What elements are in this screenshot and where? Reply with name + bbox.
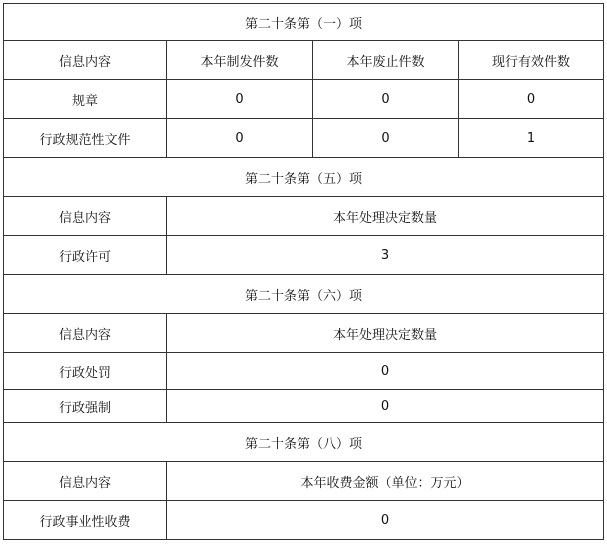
section-title: 第二十条第（六）项 (4, 275, 604, 314)
row-value: 0 (167, 353, 604, 390)
section-title-row (4, 4, 604, 41)
row-value: 0 (167, 80, 313, 119)
row-label: 行政规范性文件 (4, 119, 167, 158)
header-cell: 本年制发件数 (167, 41, 313, 80)
section-title: 第二十条第（八）项 (4, 423, 604, 462)
row-value: 1 (459, 119, 604, 158)
header-cell: 信息内容 (4, 462, 167, 501)
row-label: 行政许可 (4, 236, 167, 275)
header-cell: 现行有效件数 (459, 41, 604, 80)
section-title: 第二十条第（五）项 (4, 158, 604, 197)
row-value: 0 (167, 390, 604, 423)
table-row (4, 236, 604, 275)
disclosure-table (3, 3, 604, 540)
row-value: 0 (313, 119, 459, 158)
section-title-row (4, 275, 604, 314)
header-cell: 本年收费金额（单位：万元） (167, 462, 604, 501)
table-row (4, 353, 604, 390)
row-label: 规章 (4, 80, 167, 119)
row-value: 0 (167, 119, 313, 158)
row-value: 3 (167, 236, 604, 275)
row-label: 行政处罚 (4, 353, 167, 390)
row-label: 行政强制 (4, 390, 167, 423)
table-row (4, 80, 604, 119)
header-row (4, 314, 604, 353)
table-row (4, 501, 604, 540)
row-value: 0 (459, 80, 604, 119)
header-cell: 本年处理决定数量 (167, 197, 604, 236)
header-cell: 信息内容 (4, 197, 167, 236)
section-title: 第二十条第（一）项 (4, 4, 604, 41)
table-row (4, 119, 604, 158)
table-row (4, 390, 604, 423)
header-row (4, 41, 604, 80)
header-cell: 本年废止件数 (313, 41, 459, 80)
row-value: 0 (167, 501, 604, 540)
section-title-row (4, 158, 604, 197)
header-cell: 本年处理决定数量 (167, 314, 604, 353)
header-cell: 信息内容 (4, 41, 167, 80)
row-value: 0 (313, 80, 459, 119)
header-row (4, 462, 604, 501)
header-cell: 信息内容 (4, 314, 167, 353)
row-label: 行政事业性收费 (4, 501, 167, 540)
section-title-row (4, 423, 604, 462)
header-row (4, 197, 604, 236)
